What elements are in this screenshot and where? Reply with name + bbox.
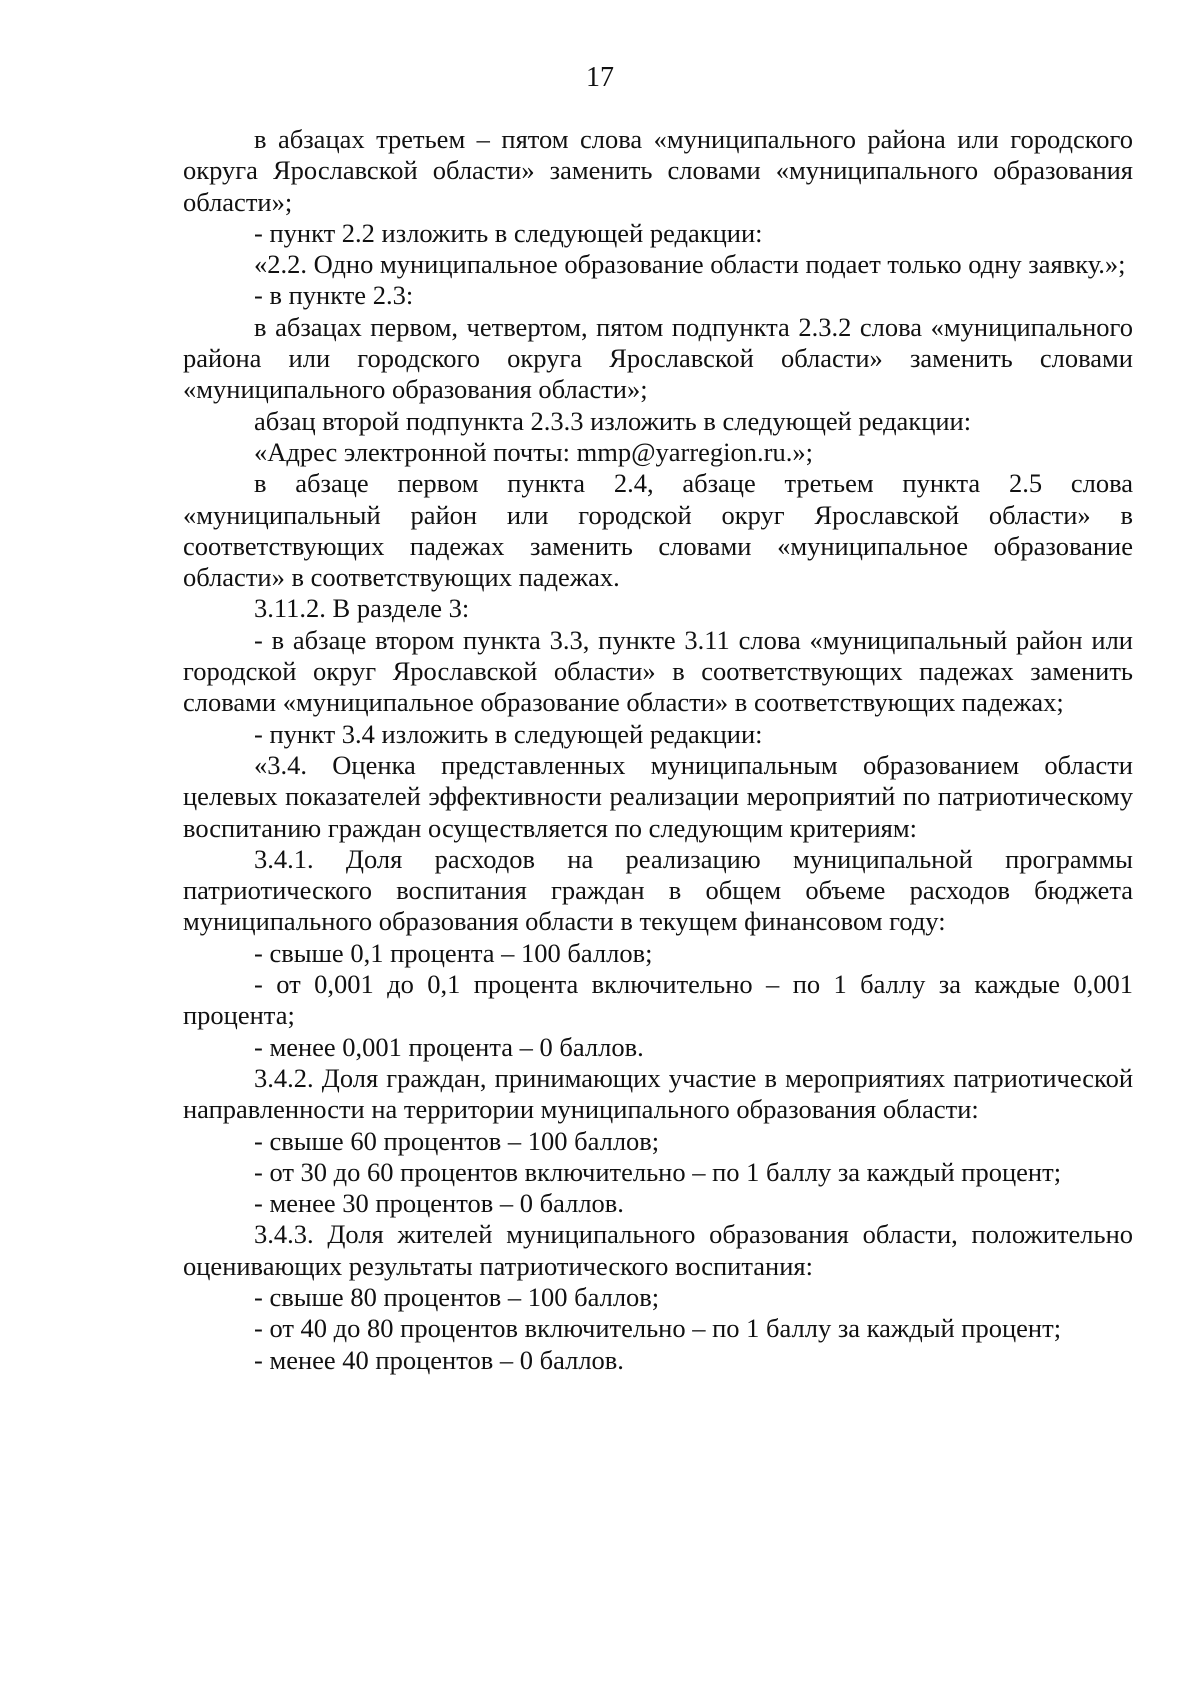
- paragraph: 3.4.3. Доля жителей муниципального образования области, положительно оценивающих результаты патриотического воспитания:: [183, 1219, 1133, 1281]
- paragraph: в абзацах первом, четвертом, пятом подпункта 2.3.2 слова «муниципального района или городского округа Ярославской области» заменить словами «муниципального образования области»;: [183, 311, 1133, 405]
- paragraph: - свыше 60 процентов – 100 баллов;: [254, 1125, 660, 1156]
- paragraph: в абзацах третьем – пятом слова «муниципального района или городского округа Ярославской области» заменить словами «муниципального образования области»;: [183, 124, 1133, 217]
- paragraph: - пункт 2.2 изложить в следующей редакции:: [254, 217, 763, 248]
- paragraph: «3.4. Оценка представленных муниципальным образованием области целевых показателей эффективности реализации мероприятий по патриотическому воспитанию граждан осуществляется по следующим критериям:: [183, 749, 1133, 843]
- paragraph: - свыше 0,1 процента – 100 баллов;: [254, 937, 653, 968]
- paragraph: - от 0,001 до 0,1 процента включительно – по 1 баллу за каждые 0,001 процента;: [183, 969, 1133, 1031]
- paragraph: - свыше 80 процентов – 100 баллов;: [254, 1281, 660, 1312]
- paragraph: - в абзаце втором пункта 3.3, пункте 3.11 слова «муниципальный район или городской округ Ярославской области» в соответствующих падежах заменить словами «муниципальное образование области» в соответствующих падежах;: [183, 624, 1133, 718]
- paragraph: в абзаце первом пункта 2.4, абзаце третьем пункта 2.5 слова «муниципальный район или городской округ Ярославской области» в соответствующих падежах заменить словами «муниципальное образование области» в соответствующих падежах.: [183, 468, 1133, 593]
- paragraph: - в пункте 2.3:: [254, 280, 414, 311]
- paragraph: - от 40 до 80 процентов включительно – по 1 баллу за каждый процент;: [254, 1313, 1062, 1344]
- paragraph: «Адрес электронной почты: mmp@yarregion.ru.»;: [254, 436, 813, 467]
- paragraph: 3.11.2. В разделе 3:: [254, 593, 470, 624]
- paragraph: 3.4.2. Доля граждан, принимающих участие в мероприятиях патриотической направленности на территории муниципального образования области:: [183, 1062, 1133, 1125]
- paragraph: - менее 30 процентов – 0 баллов.: [254, 1188, 624, 1219]
- paragraph: - от 30 до 60 процентов включительно – по 1 баллу за каждый процент;: [254, 1156, 1062, 1187]
- paragraph: 3.4.1. Доля расходов на реализацию муниципальной программы патриотического воспитания граждан в общем объеме расходов бюджета муниципального образования области в текущем финансовом году:: [183, 843, 1133, 937]
- paragraph: «2.2. Одно муниципальное образование области подает только одну заявку.»;: [254, 249, 1126, 280]
- paragraph: - пункт 3.4 изложить в следующей редакции:: [254, 718, 763, 749]
- document-body: [183, 124, 1133, 1376]
- page-number: 17: [586, 62, 614, 93]
- paragraph: абзац второй подпункта 2.3.3 изложить в следующей редакции:: [254, 405, 972, 436]
- paragraph: - менее 40 процентов – 0 баллов.: [254, 1344, 624, 1375]
- paragraph: - менее 0,001 процента – 0 баллов.: [254, 1031, 644, 1062]
